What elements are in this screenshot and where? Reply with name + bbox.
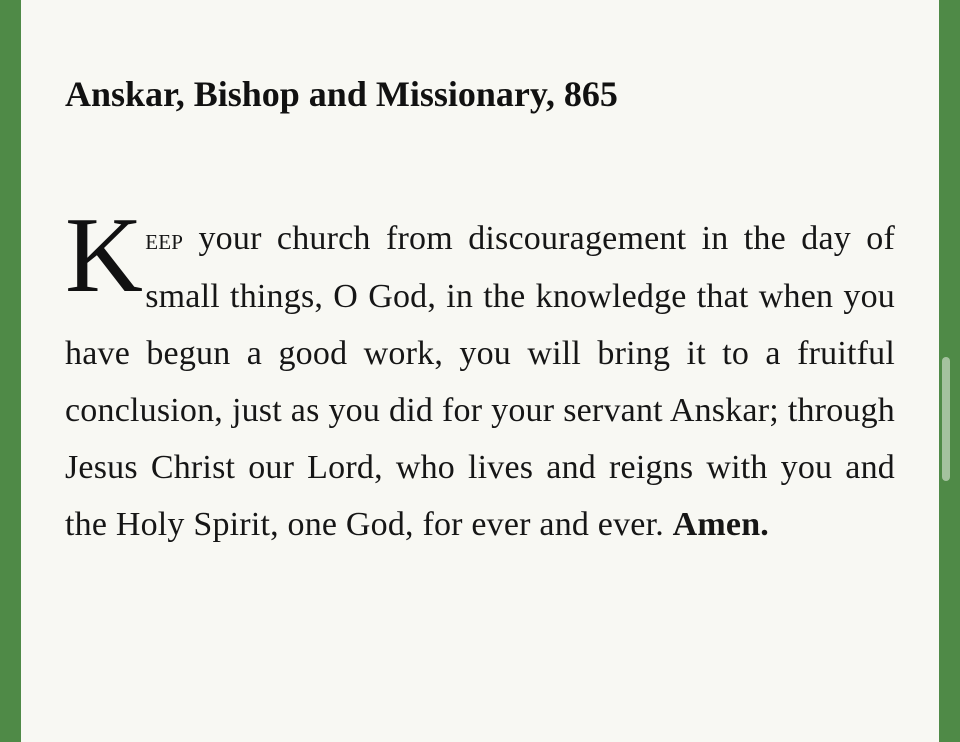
- prayer-text: [65, 196, 895, 553]
- scrollbar-thumb[interactable]: [942, 357, 950, 481]
- drop-cap: K: [65, 196, 144, 315]
- prayer-amen: Amen.: [672, 506, 770, 543]
- reading-page: [21, 0, 939, 742]
- page-title: Anskar, Bishop and Missionary, 865: [65, 74, 618, 114]
- prayer-body: your church from discouragement in the day of small things, O God, in the knowledge that when you have begun a good work, you will bring it to a fruitful conclusion, just as you did for your servant Anskar; through Jesus Christ our Lord, who lives and reigns with you and the Holy Spirit, one God, for ever and ever.: [65, 220, 895, 543]
- prayer-smallcaps: eep: [145, 223, 184, 256]
